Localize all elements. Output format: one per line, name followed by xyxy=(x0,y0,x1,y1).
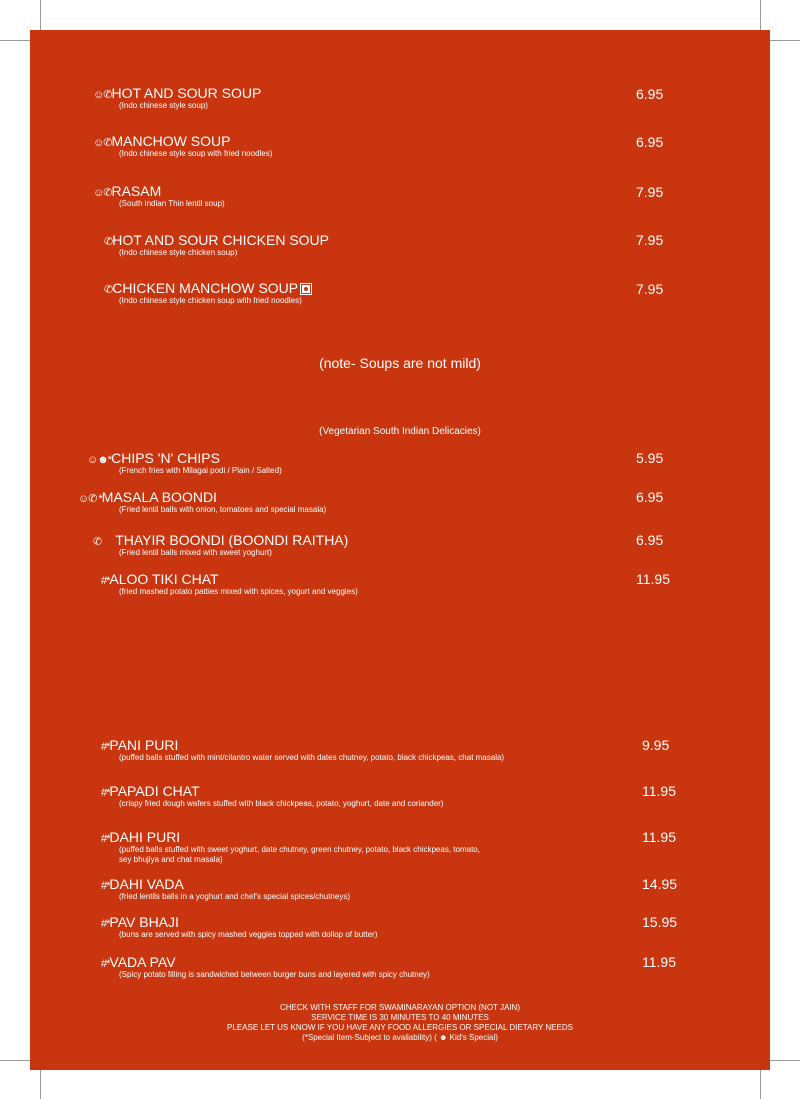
item-name: THAYIR BOONDI (BOONDI RAITHA) xyxy=(115,532,349,548)
item-price: 9.95 xyxy=(642,737,670,753)
item-price: 14.95 xyxy=(642,876,678,892)
crop-mark xyxy=(0,40,30,41)
veg-spicy-icon: ☺✆ xyxy=(93,137,112,149)
item-description: (Indo chinese style soup with fried noodles) xyxy=(119,149,273,158)
item-name: CHICKEN MANCHOW SOUP xyxy=(112,280,299,296)
item-price: 7.95 xyxy=(636,232,664,248)
item-description: (Spicy potato filling is sandwiched between burger buns and layered with spicy chutney) xyxy=(119,970,430,979)
item-description: (buns are served with spicy mashed veggies topped with dollop of butter) xyxy=(119,930,378,939)
footer-line: PLEASE LET US KNOW IF YOU HAVE ANY FOOD ALLERGIES OR SPECIAL DIETARY NEEDS xyxy=(227,1023,573,1032)
item-name: PAV BHAJI xyxy=(109,914,179,930)
item-name: MASALA BOONDI xyxy=(101,489,217,505)
item-price: 11.95 xyxy=(636,571,670,587)
item-name: MANCHOW SOUP xyxy=(111,133,231,149)
item-description: (fried lentils balls in a yoghurt and chef's special spices/chutneys) xyxy=(119,892,350,901)
menu-footer xyxy=(0,1003,800,1043)
spicy-icon: ✆ xyxy=(104,284,113,296)
spicy-icon: ✆ xyxy=(93,536,102,548)
soup-note: (note- Soups are not mild) xyxy=(319,355,481,371)
item-name: HOT AND SOUR CHICKEN SOUP xyxy=(112,232,329,248)
section-heading: (Vegetarian South Indian Delicacies) xyxy=(319,426,481,437)
veg-spicy-icon: ☺✆ xyxy=(93,89,112,101)
crop-mark xyxy=(40,1070,41,1099)
item-name: PAPADI CHAT xyxy=(109,783,200,799)
item-description: (Indo chinese style chicken soup) xyxy=(119,248,238,257)
crop-mark xyxy=(770,1060,800,1061)
item-name: ALOO TIKI CHAT xyxy=(109,571,219,587)
item-description: (puffed balls stuffed with mint/cilantro water served with dates chutney, potato, black chickpeas, chat masala) xyxy=(119,753,505,762)
special-item-icon: #* xyxy=(101,880,110,892)
item-description: (crispy fried dough wafers stuffed with black chickpeas, potato, yoghurt, date and coriander) xyxy=(119,799,444,808)
item-price: 6.95 xyxy=(636,134,664,150)
crop-mark xyxy=(40,0,41,30)
special-item-icon: #* xyxy=(101,741,110,753)
item-description: (Fried lentil balls mixed with sweet yoghurt) xyxy=(119,548,272,557)
item-description: (Indo chinese style soup) xyxy=(119,101,208,110)
item-price: 5.95 xyxy=(636,450,664,466)
crop-mark xyxy=(0,1060,30,1061)
item-description: (puffed balls stuffed with sweet yoghurt, date chutney, green chutney, potato, black chickpeas, tomato, xyxy=(119,845,480,854)
item-description: (French fries with Milagai podi / Plain / Salted) xyxy=(119,466,282,475)
item-name: DAHI PURI xyxy=(109,829,181,845)
item-name: VADA PAV xyxy=(109,954,176,970)
crop-mark xyxy=(770,40,800,41)
item-description: (South indian Thin lentil soup) xyxy=(119,199,225,208)
special-item-icon: #* xyxy=(101,833,110,845)
item-price: 6.95 xyxy=(636,489,664,505)
item-name: CHIPS 'N' CHIPS xyxy=(111,450,220,466)
item-description: (Fried lentil balls with onion, tomatoes and special masala) xyxy=(119,505,327,514)
item-price: 6.95 xyxy=(636,86,664,102)
footer-line: (*Special Item-Subject to availability) ( ☻ Kid's Special) xyxy=(302,1033,498,1042)
item-name: DAHI VADA xyxy=(109,876,184,892)
veg-spicy-icon: ☺✆ * xyxy=(78,493,102,505)
item-price: 11.95 xyxy=(642,954,676,970)
special-item-icon: #* xyxy=(101,575,110,587)
crop-mark xyxy=(760,1070,761,1099)
crop-mark xyxy=(760,0,761,30)
item-price: 7.95 xyxy=(636,281,664,297)
special-item-icon: #* xyxy=(101,958,110,970)
spicy-icon: ✆ xyxy=(104,236,113,248)
item-name: RASAM xyxy=(111,183,162,199)
item-price: 15.95 xyxy=(642,914,678,930)
kids-special-icon: ☺☻* xyxy=(87,454,112,466)
special-item-icon: #* xyxy=(101,918,110,930)
item-name: HOT AND SOUR SOUP xyxy=(111,85,262,101)
footer-line: CHECK WITH STAFF FOR SWAMINARAYAN OPTION (NOT JAIN) xyxy=(280,1003,520,1012)
item-description: (Indo chinese style chicken soup with fried noodles) xyxy=(119,296,302,305)
item-price: 11.95 xyxy=(642,783,676,799)
item-price: 7.95 xyxy=(636,184,664,200)
veg-spicy-icon: ☺✆ xyxy=(93,187,112,199)
special-item-icon: #* xyxy=(101,787,110,799)
non-veg-icon xyxy=(301,284,311,294)
footer-line: SERVICE TIME IS 30 MINUTES TO 40 MINUTES xyxy=(311,1013,489,1022)
item-price: 11.95 xyxy=(642,829,676,845)
item-description: sey bhujiya and chat masala) xyxy=(119,855,223,864)
item-name: PANI PURI xyxy=(109,737,179,753)
item-price: 6.95 xyxy=(636,532,664,548)
item-description: (fried mashed potato patties mixed with spices, yogurt and veggies) xyxy=(119,587,358,596)
